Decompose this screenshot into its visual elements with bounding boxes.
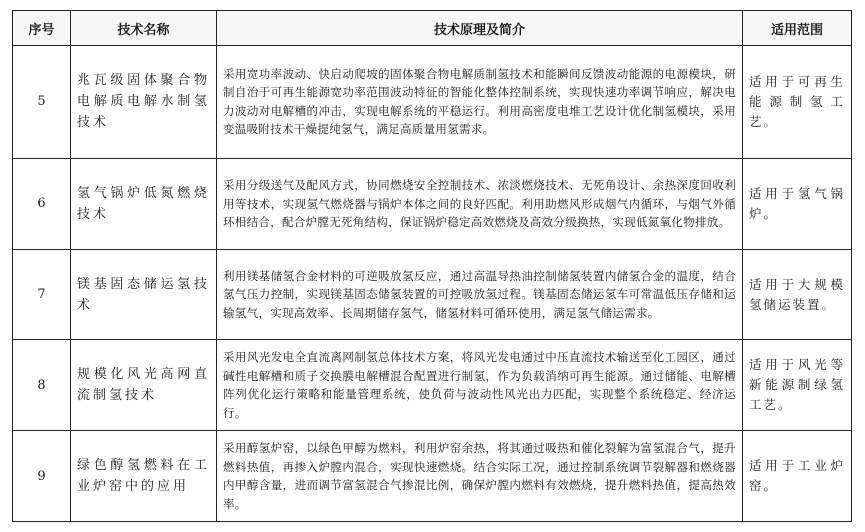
table-header-row <box>13 11 852 46</box>
row-tech-name: 兆瓦级固体聚合物电解质电解水制氢技术 <box>71 46 217 159</box>
row-principle: 采用分级送气及配风方式，协同燃烧安全控制技术、浓淡燃烧技术、无死角设计、余热深度回收利用等技术，实现氢气燃烧器与锅炉本体之间的良好匹配。利用助燃风形成烟气内循环，与烟气外循环相结合，配合炉膛无死角结构，保证锅炉稳定高效燃烧及高效分级换热，实现低氮氧化物排放。 <box>217 158 743 249</box>
row-scope: 适用于氢气锅炉。 <box>743 158 852 249</box>
row-seq: 6 <box>13 158 71 249</box>
technology-table <box>12 10 852 522</box>
header-principle: 技术原理及简介 <box>217 11 743 46</box>
row-principle: 采用风光发电全直流离网制氢总体技术方案，将风光发电通过中压直流技术输送至化工园区，通过碱性电解槽和质子交换膜电解槽混合配置进行制氢，作为负载消纳可再生能源。通过储能、电解槽阵列优化运行策略和能量管理系统，使负荷与波动性风光出力匹配，实现整个系统稳定、经济运行。 <box>217 340 743 431</box>
header-tech-name: 技术名称 <box>71 11 217 46</box>
row-scope: 适用于工业炉窑。 <box>743 431 852 522</box>
row-tech-name: 氢气锅炉低氮燃烧技术 <box>71 158 217 249</box>
row-scope: 适用于可再生能源制氢工艺。 <box>743 46 852 159</box>
row-tech-name: 镁基固态储运氢技术 <box>71 249 217 340</box>
row-principle: 利用镁基储氢合金材料的可逆吸放氢反应，通过高温导热油控制储氢装置内储氢合金的温度，结合氢气压力控制，实现镁基固态储氢装置的可控吸放氢过程。镁基固态储运氢车可常温低压存储和运输氢气，实现高效率、长周期储存氢气，储氢材料可循环使用，满足氢气储运需求。 <box>217 249 743 340</box>
table-row <box>13 46 852 159</box>
table-row <box>13 249 852 340</box>
row-principle: 采用宽功率波动、快启动爬坡的固体聚合物电解质制氢技术和能瞬间反馈波动能源的电源模块，研制自治于可再生能源宽功率范围波动特征的智能化整体控制系统，实现快速功率调节响应，解决电力波动对电解槽的冲击，实现电解系统的平稳运行。利用高密度电堆工艺设计优化制氢模块，采用变温吸附技术干燥提纯氢气，满足高质量用氢需求。 <box>217 46 743 159</box>
row-seq: 5 <box>13 46 71 159</box>
row-scope: 适用于风光等新能源制绿氢工艺。 <box>743 340 852 431</box>
header-scope: 适用范围 <box>743 11 852 46</box>
row-seq: 8 <box>13 340 71 431</box>
row-principle: 采用醇氢炉窑，以绿色甲醇为燃料，利用炉窑余热，将其通过吸热和催化裂解为富氢混合气，提升燃料热值，再掺入炉膛内混合，实现快速燃烧。结合实际工况，通过控制系统调节裂解器和燃烧器内甲醇含量，进而调节富氢混合气掺混比例，确保炉膛内燃料有效燃烧，提升燃料热值，提高热效率。 <box>217 431 743 522</box>
row-seq: 7 <box>13 249 71 340</box>
row-seq: 9 <box>13 431 71 522</box>
table-row <box>13 158 852 249</box>
header-seq: 序号 <box>13 11 71 46</box>
table-row <box>13 340 852 431</box>
row-tech-name: 绿色醇氢燃料在工业炉窑中的应用 <box>71 431 217 522</box>
row-scope: 适用于大规模氢储运装置。 <box>743 249 852 340</box>
row-tech-name: 规模化风光高网直流制氢技术 <box>71 340 217 431</box>
table-row <box>13 431 852 522</box>
